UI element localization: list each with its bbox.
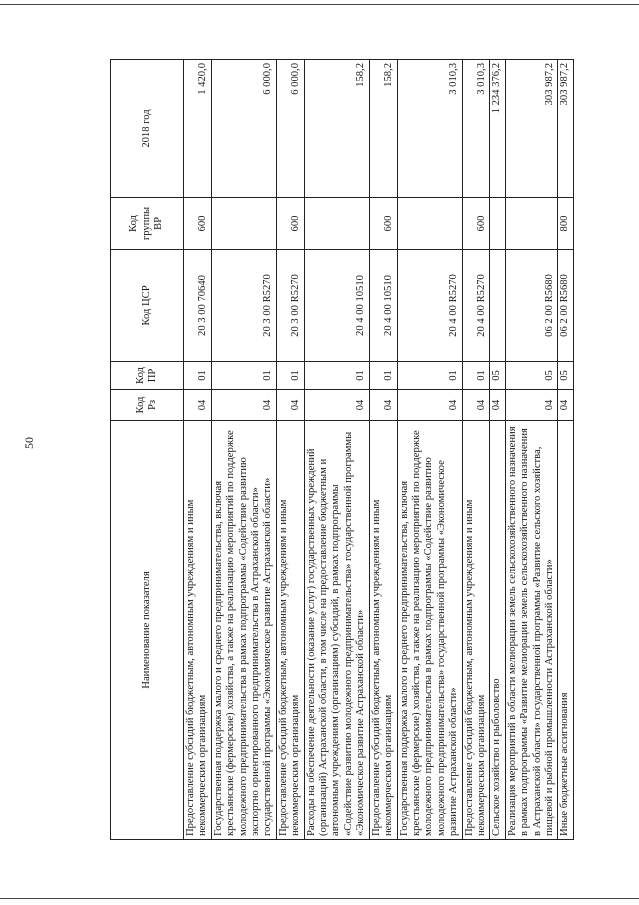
row-name: Иные бюджетные ассигнования	[558, 421, 573, 840]
row-rz: 04	[369, 390, 397, 421]
row-year: 1 420,0	[184, 60, 212, 198]
page-number: 50	[22, 437, 36, 449]
row-vr: 600	[276, 198, 304, 250]
col-header-rz: Код Рз	[111, 390, 184, 421]
row-vr	[211, 198, 276, 250]
row-pr: 01	[276, 362, 304, 390]
row-rz: 04	[490, 390, 505, 421]
table-row	[490, 60, 505, 840]
row-name: Предоставление субсидий бюджетным, автономным учреждениям и иным некоммерческим организациям	[369, 421, 397, 840]
row-rz: 04	[397, 390, 462, 421]
row-rz: 04	[558, 390, 573, 421]
row-year: 6 000,0	[276, 60, 304, 198]
row-pr: 01	[211, 362, 276, 390]
bottom-scan-edge	[0, 898, 639, 899]
row-csr: 20 3 00 R5270	[276, 250, 304, 362]
row-year: 3 010,3	[397, 60, 462, 198]
row-pr: 05	[505, 362, 558, 390]
row-csr	[490, 250, 505, 362]
row-pr: 01	[397, 362, 462, 390]
top-scan-edge	[0, 4, 639, 5]
table-row	[558, 60, 573, 840]
row-csr: 20 4 00 R5270	[397, 250, 462, 362]
row-pr: 01	[462, 362, 490, 390]
row-rz: 04	[304, 390, 369, 421]
row-name: Реализация мероприятий в области мелиорации земель сельскохозяйственного назначения в рамках подпрограммы «Развитие мелиорации земель сельскохозяйственного назначения в Астраханской области» государственной программы «Развитие сельского хозяйства, пищевой и рыбной промышленности Астраханской области»	[505, 421, 558, 840]
row-pr: 05	[558, 362, 573, 390]
row-vr: 600	[462, 198, 490, 250]
row-year: 303 987,2	[505, 60, 558, 198]
row-csr: 06 2 00 R5680	[558, 250, 573, 362]
row-year: 303 987,2	[558, 60, 573, 198]
row-vr	[304, 198, 369, 250]
row-csr: 20 4 00 R5270	[462, 250, 490, 362]
row-name: Предоставление субсидий бюджетным, автономным учреждениям и иным некоммерческим организациям	[276, 421, 304, 840]
rotated-page	[110, 60, 574, 840]
row-year: 1 234 376,2	[490, 60, 505, 198]
row-pr: 05	[490, 362, 505, 390]
row-csr: 20 4 00 10510	[369, 250, 397, 362]
row-rz: 04	[211, 390, 276, 421]
table-row	[304, 60, 369, 840]
row-rz: 04	[184, 390, 212, 421]
table-row	[276, 60, 304, 840]
row-year: 158,2	[304, 60, 369, 198]
row-vr	[490, 198, 505, 250]
row-name: Расходы на обеспечение деятельности (оказание услуг) государственных учреждений (организаций) Астраханской области, в том числе на предоставление бюджетным и автономным учреждениям (организациям) субсидий, в рамках подпрограммы «Содействие развитию молодежного предпринимательства» государственной программы «Экономическое развитие Астраханской области»	[304, 421, 369, 840]
table-row	[184, 60, 212, 840]
row-vr: 600	[184, 198, 212, 250]
table-row	[397, 60, 462, 840]
col-header-vr: Код группы ВР	[111, 198, 184, 250]
row-rz: 04	[462, 390, 490, 421]
row-vr: 800	[558, 198, 573, 250]
row-year: 3 010,3	[462, 60, 490, 198]
col-header-csr: Код ЦСР	[111, 250, 184, 362]
header-row	[111, 60, 184, 840]
table-row	[505, 60, 558, 840]
row-name: Государственная поддержка малого и среднего предпринимательства, включая крестьянские (фермерские) хозяйства, а также на реализацию мероприятий по поддержке молодежного предпринимательства в рамках подпрограммы «Содействие развитию молодежного предпринимательства» государственной программы «Экономическое развитие Астраханской области»	[397, 421, 462, 840]
row-name: Сельское хозяйство и рыболовство	[490, 421, 505, 840]
row-year: 6 000,0	[211, 60, 276, 198]
row-vr	[397, 198, 462, 250]
table-row	[462, 60, 490, 840]
row-vr: 600	[369, 198, 397, 250]
row-csr: 20 4 00 10510	[304, 250, 369, 362]
table-row	[211, 60, 276, 840]
row-name: Предоставление субсидий бюджетным, автономным учреждениям и иным некоммерческим организациям	[184, 421, 212, 840]
row-pr: 01	[184, 362, 212, 390]
row-name: Предоставление субсидий бюджетным, автономным учреждениям и иным некоммерческим организациям	[462, 421, 490, 840]
row-rz: 04	[276, 390, 304, 421]
row-pr: 01	[304, 362, 369, 390]
budget-table	[110, 59, 574, 840]
row-csr: 06 2 00 R5680	[505, 250, 558, 362]
col-header-pr: Код ПР	[111, 362, 184, 390]
col-header-year: 2018 год	[111, 60, 184, 198]
row-csr: 20 3 00 R5270	[211, 250, 276, 362]
row-csr: 20 3 00 70640	[184, 250, 212, 362]
row-name: Государственная поддержка малого и среднего предпринимательства, включая крестьянские (фермерские) хозяйства, а также на реализацию мероприятий по поддержке молодежного предпринимательства в рамках подпрограммы «Содействие развитию экспортно ориентированного предпринимательства в Астраханской области» государственной программы «Экономическое развитие Астраханской области»	[211, 421, 276, 840]
row-rz: 04	[505, 390, 558, 421]
table-row	[369, 60, 397, 840]
row-vr	[505, 198, 558, 250]
row-year: 158,2	[369, 60, 397, 198]
col-header-name: Наименование показателя	[111, 421, 184, 840]
row-pr: 01	[369, 362, 397, 390]
